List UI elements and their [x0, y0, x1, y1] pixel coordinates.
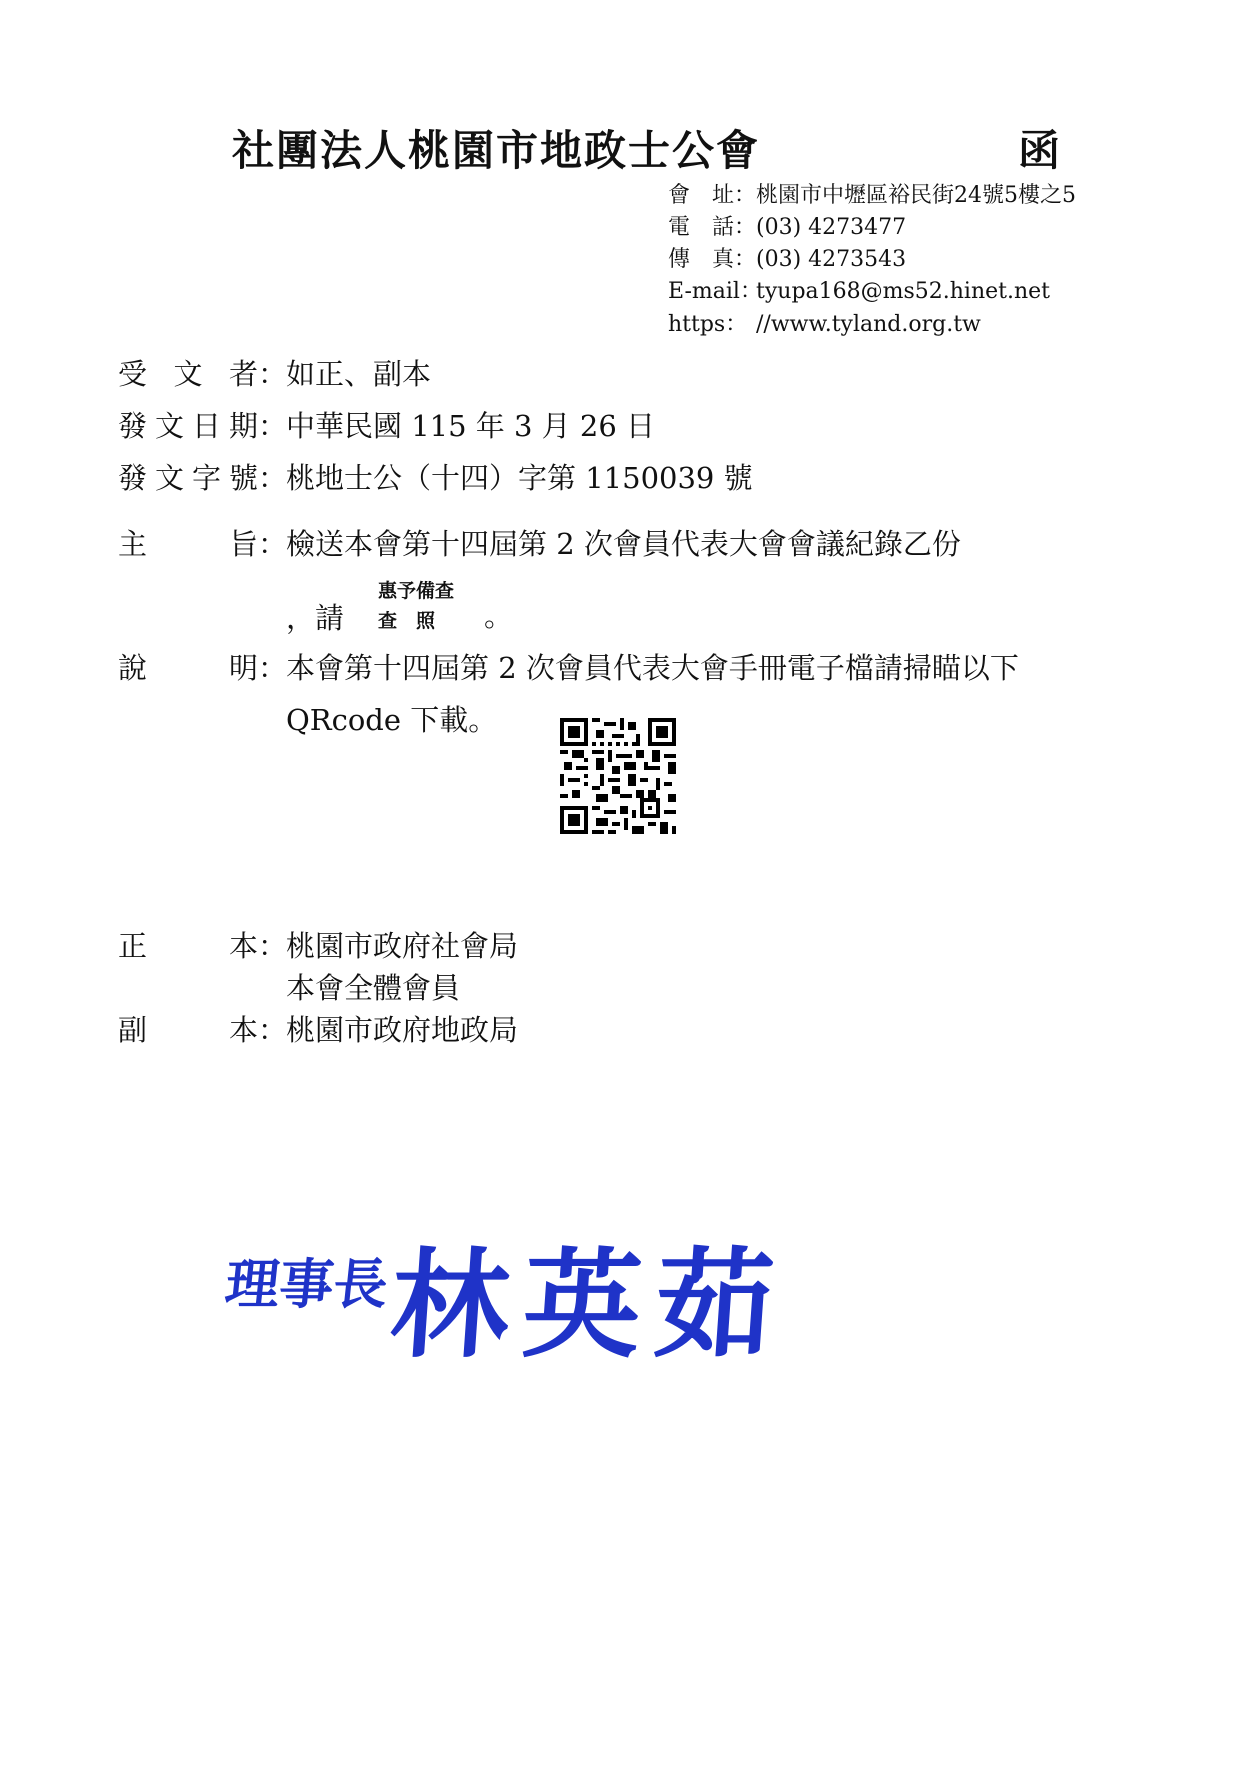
subject-label: 主旨 [118, 527, 258, 561]
main-recipient-2: 本會全體會員 [286, 971, 461, 1005]
contact-website-value: //www.tyland.org.tw [756, 312, 981, 337]
contact-website-label: https： [668, 312, 748, 337]
signature-name: 林英茹 [386, 1236, 793, 1374]
explanation-line2: QRcode 下載。 [286, 703, 498, 737]
document-type: 函 [1018, 126, 1061, 175]
recipient-row: 受文者：如正、副本 [118, 352, 431, 393]
qr-code-image [560, 718, 676, 834]
contact-fax-label: 傳 真： [668, 247, 757, 272]
contact-phone-value: (03) 4273477 [756, 215, 907, 240]
explanation-row: 說明：本會第十四屆第 2 次會員代表大會手冊電子檔請掃瞄以下 [118, 646, 1019, 687]
signature-title: 理事長 [222, 1253, 391, 1316]
recipient-value: 如正、副本 [286, 357, 432, 391]
contact-email-value: tyupa168@ms52.hinet.net [756, 279, 1051, 304]
contact-address [668, 178, 1076, 209]
docno-label: 發文字號 [118, 461, 258, 495]
main-recipient-row: 正本：桃園市政府社會局 [118, 924, 518, 965]
contact-fax [668, 242, 906, 273]
contact-website [668, 307, 981, 338]
explanation-line1: 本會第十四屆第 2 次會員代表大會手冊電子檔請掃瞄以下 [286, 651, 1019, 685]
contact-phone [668, 210, 906, 241]
copy-recipient-1: 桃園市政府地政局 [286, 1013, 519, 1047]
docno-row: 發文字號：桃地士公（十四）字第 1150039 號 [118, 456, 753, 497]
subject-line1: 檢送本會第十四屆第 2 次會員代表大會會議紀錄乙份 [286, 527, 961, 561]
copy-recipient-label: 副本 [118, 1013, 258, 1047]
copy-recipient-row: 副本：桃園市政府地政局 [118, 1008, 518, 1049]
qr-code [560, 718, 676, 834]
contact-email-label: E-mail： [668, 279, 762, 304]
contact-phone-label: 電 話： [668, 215, 757, 240]
subject-line2-prefix: ，請 [286, 601, 345, 635]
org-title: 社團法人桃園市地政士公會 [232, 126, 761, 175]
stamp-text-bottom: 查 照 [378, 610, 436, 632]
date-row: 發文日期：中華民國 115 年 3 月 26 日 [118, 404, 655, 445]
date-label: 發文日期 [118, 409, 258, 443]
recipient-label: 受文者 [118, 357, 258, 391]
contact-address-label: 會 址： [668, 183, 757, 208]
contact-fax-value: (03) 4273543 [756, 247, 907, 272]
contact-address-value: 桃園市中壢區裕民街24號5樓之5 [756, 183, 1076, 208]
contact-email [668, 274, 1050, 305]
subject-line2-suffix: 。 [484, 599, 514, 633]
docno-value: 桃地士公（十四）字第 1150039 號 [286, 461, 753, 495]
explanation-label: 說明 [118, 651, 258, 685]
stamp-text-top: 惠予備查 [378, 580, 455, 602]
subject-row: 主旨：檢送本會第十四屆第 2 次會員代表大會會議紀錄乙份 [118, 522, 961, 563]
date-value: 中華民國 115 年 3 月 26 日 [286, 409, 656, 443]
main-recipient-1: 桃園市政府社會局 [286, 929, 519, 963]
main-recipient-label: 正本 [118, 929, 258, 963]
